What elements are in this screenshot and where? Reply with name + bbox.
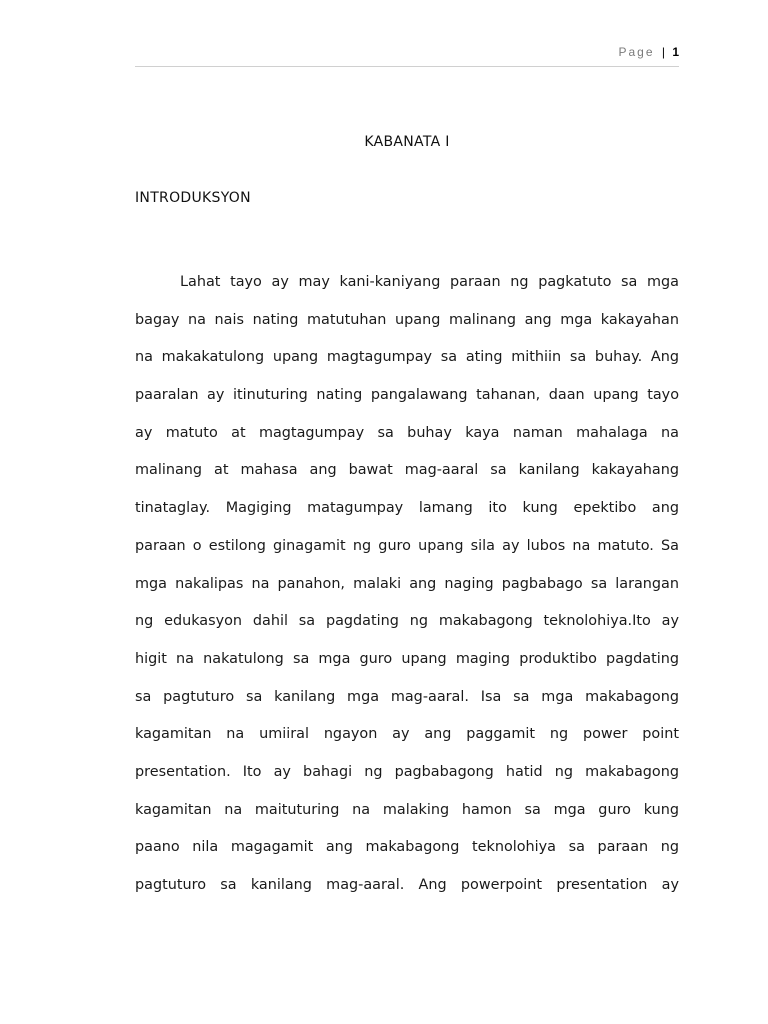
chapter-title: KABANATA I: [364, 134, 450, 150]
paragraph-line: kagamitan na maituturing na malaking hamon sa mga guro kung: [135, 801, 679, 818]
paragraph-line: ay matuto at magtagumpay sa buhay kaya naman mahalaga na: [135, 424, 679, 441]
paragraph-line: sa pagtuturo sa kanilang mga mag-aaral. Isa sa mga makabagong: [135, 688, 679, 705]
body-paragraph: [135, 264, 679, 905]
paragraph-line: malinang at mahasa ang bawat mag-aaral sa kanilang kakayahang: [135, 462, 679, 479]
paragraph-line: higit na nakatulong sa mga guro upang maging produktibo pagdating: [135, 650, 679, 667]
header-divider: [135, 66, 679, 67]
paragraph-line: pagtuturo sa kanilang mag-aaral. Ang powerpoint presentation ay: [135, 877, 679, 893]
page-header: [135, 45, 679, 65]
page-label: Page: [618, 45, 655, 59]
paragraph-line: kagamitan na umiiral ngayon ay ang paggamit ng power point: [135, 726, 679, 743]
paragraph-line: presentation. Ito ay bahagi ng pagbabagong hatid ng makabagong: [135, 763, 679, 780]
paragraph-line: ng edukasyon dahil sa pagdating ng makabagong teknolohiya.Ito ay: [135, 613, 679, 630]
paragraph-line: Lahat tayo ay may kani-kaniyang paraan ng pagkatuto sa mga: [180, 274, 679, 290]
paragraph-line: paano nila magagamit ang makabagong teknolohiya sa paraan ng: [135, 839, 679, 856]
paragraph-line: tinataglay. Magiging matagumpay lamang ito kung epektibo ang: [135, 500, 679, 517]
paragraph-line: bagay na nais nating matutuhan upang malinang ang mga kakayahan: [135, 311, 679, 328]
paragraph-line: mga nakalipas na panahon, malaki ang naging pagbabago sa larangan: [135, 575, 679, 592]
paragraph-line: paraan o estilong ginagamit ng guro upang sila ay lubos na matuto. Sa: [135, 537, 679, 554]
section-title: INTRODUKSYON: [135, 190, 251, 206]
page-number: 1: [672, 45, 679, 59]
page-separator: |: [661, 45, 665, 59]
paragraph-line: paaralan ay itinuturing nating pangalawang tahanan, daan upang tayo: [135, 387, 679, 404]
paragraph-line: na makakatulong upang magtagumpay sa ating mithiin sa buhay. Ang: [135, 349, 679, 366]
